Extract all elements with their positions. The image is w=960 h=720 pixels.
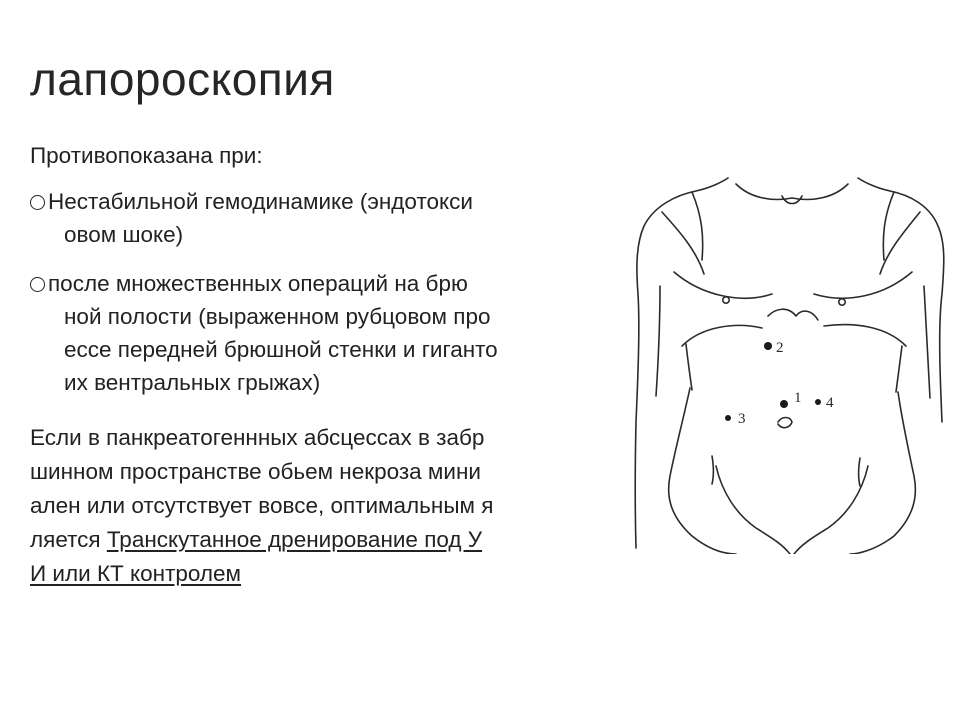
circle-bullet-icon	[30, 195, 45, 210]
port-marker	[815, 399, 821, 405]
bullet-line: после множественных операций на брю	[48, 271, 468, 296]
slide-title: лапороскопия	[30, 53, 335, 105]
paragraph-line: Если в панкреатогеннных абсцессах в забр	[30, 425, 485, 450]
port-label: 3	[738, 411, 746, 427]
paragraph-line	[30, 524, 482, 556]
bullet-line: их вентральных грыжах)	[64, 370, 321, 395]
paragraph-text: ляется	[30, 527, 107, 552]
port-marker	[780, 400, 788, 408]
port-marker	[725, 415, 731, 421]
port-label: 4	[826, 395, 834, 411]
bullet-line: Нестабильной гемодинамике (эндотокси	[48, 189, 473, 214]
procedure-link-text: Транскутанное дренирование под У	[106, 527, 483, 552]
port-label: 1	[794, 390, 802, 406]
procedure-link-text: И или КТ контролем	[30, 561, 242, 586]
port-label: 2	[776, 340, 784, 356]
paragraph-line: ален или отсутствует вовсе, оптимальным я	[30, 493, 494, 518]
slide-body	[30, 140, 630, 610]
torso-outline-drawing	[632, 176, 950, 554]
bullet-line: ессе передней брюшной стенки и гиганто	[64, 337, 498, 362]
torso-port-diagram	[632, 176, 950, 554]
circle-bullet-icon	[30, 277, 45, 292]
bullet-line: ной полости (выраженном рубцовом про	[64, 304, 491, 329]
paragraph-line: шинном пространстве обьем некроза мини	[30, 459, 481, 484]
port-marker	[764, 342, 772, 350]
intro-text: Противопоказана при:	[30, 143, 263, 168]
bullet-line: овом шоке)	[64, 222, 184, 247]
